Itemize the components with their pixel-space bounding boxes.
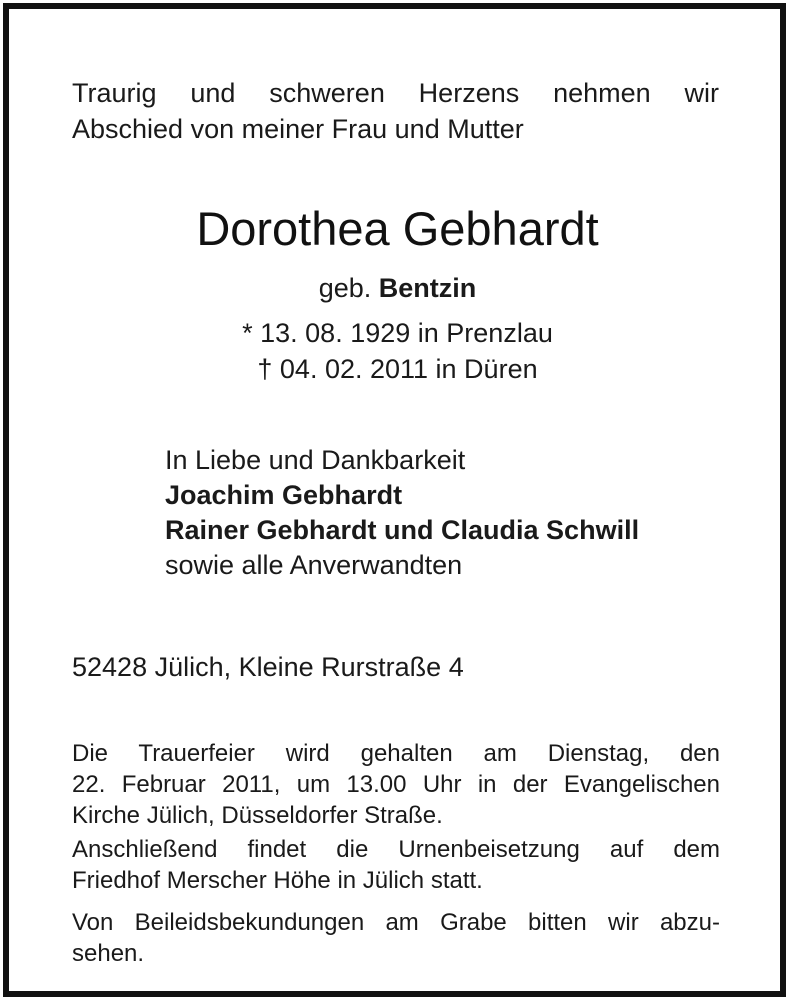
mourner-2: Rainer Gebhardt und Claudia Schwill (165, 515, 640, 545)
maiden-name-line (9, 270, 786, 306)
intro-text (72, 75, 719, 147)
mourners-others: sowie alle Anverwandten (165, 550, 463, 580)
address: 52428 Jülich, Kleine Rurstraße 4 (72, 652, 464, 682)
funeral-line-1: Die Trauerfeier wird gehalten am Dienstag, den (72, 740, 720, 767)
intro-line-1: Traurig und schweren Herzens nehmen wir (72, 78, 719, 108)
funeral-line-3: Kirche Jülich, Düsseldorfer Straße. (72, 802, 443, 829)
burial-line-1: Anschließend findet die Urnenbeisetzung auf dem (72, 836, 720, 863)
mourners-intro: In Liebe und Dankbarkeit (165, 445, 466, 475)
condolence-notice (72, 907, 720, 969)
burial-line-2: Friedhof Merscher Höhe in Jülich statt. (72, 867, 483, 894)
obituary-frame (3, 3, 786, 997)
burial-notice (72, 834, 720, 896)
maiden-name-prefix: geb. (318, 273, 372, 303)
mourner-1: Joachim Gebhardt (165, 480, 403, 510)
life-dates (9, 315, 786, 387)
mourners-block (165, 443, 639, 583)
deceased-name: Dorothea Gebhardt (196, 202, 599, 255)
condolence-line-2: sehen. (72, 940, 145, 967)
funeral-notice (72, 738, 720, 831)
death-line: † 04. 02. 2011 in Düren (257, 354, 538, 384)
funeral-line-2: 22. Februar 2011, um 13.00 Uhr in der Evangelischen (72, 771, 720, 798)
intro-line-2: Abschied von meiner Frau und Mutter (72, 114, 524, 144)
condolence-line-1: Von Beileidsbekundungen am Grabe bitten wir abzu- (72, 909, 720, 936)
birth-line: * 13. 08. 1929 in Prenzlau (242, 318, 553, 348)
maiden-name: Bentzin (378, 273, 477, 303)
